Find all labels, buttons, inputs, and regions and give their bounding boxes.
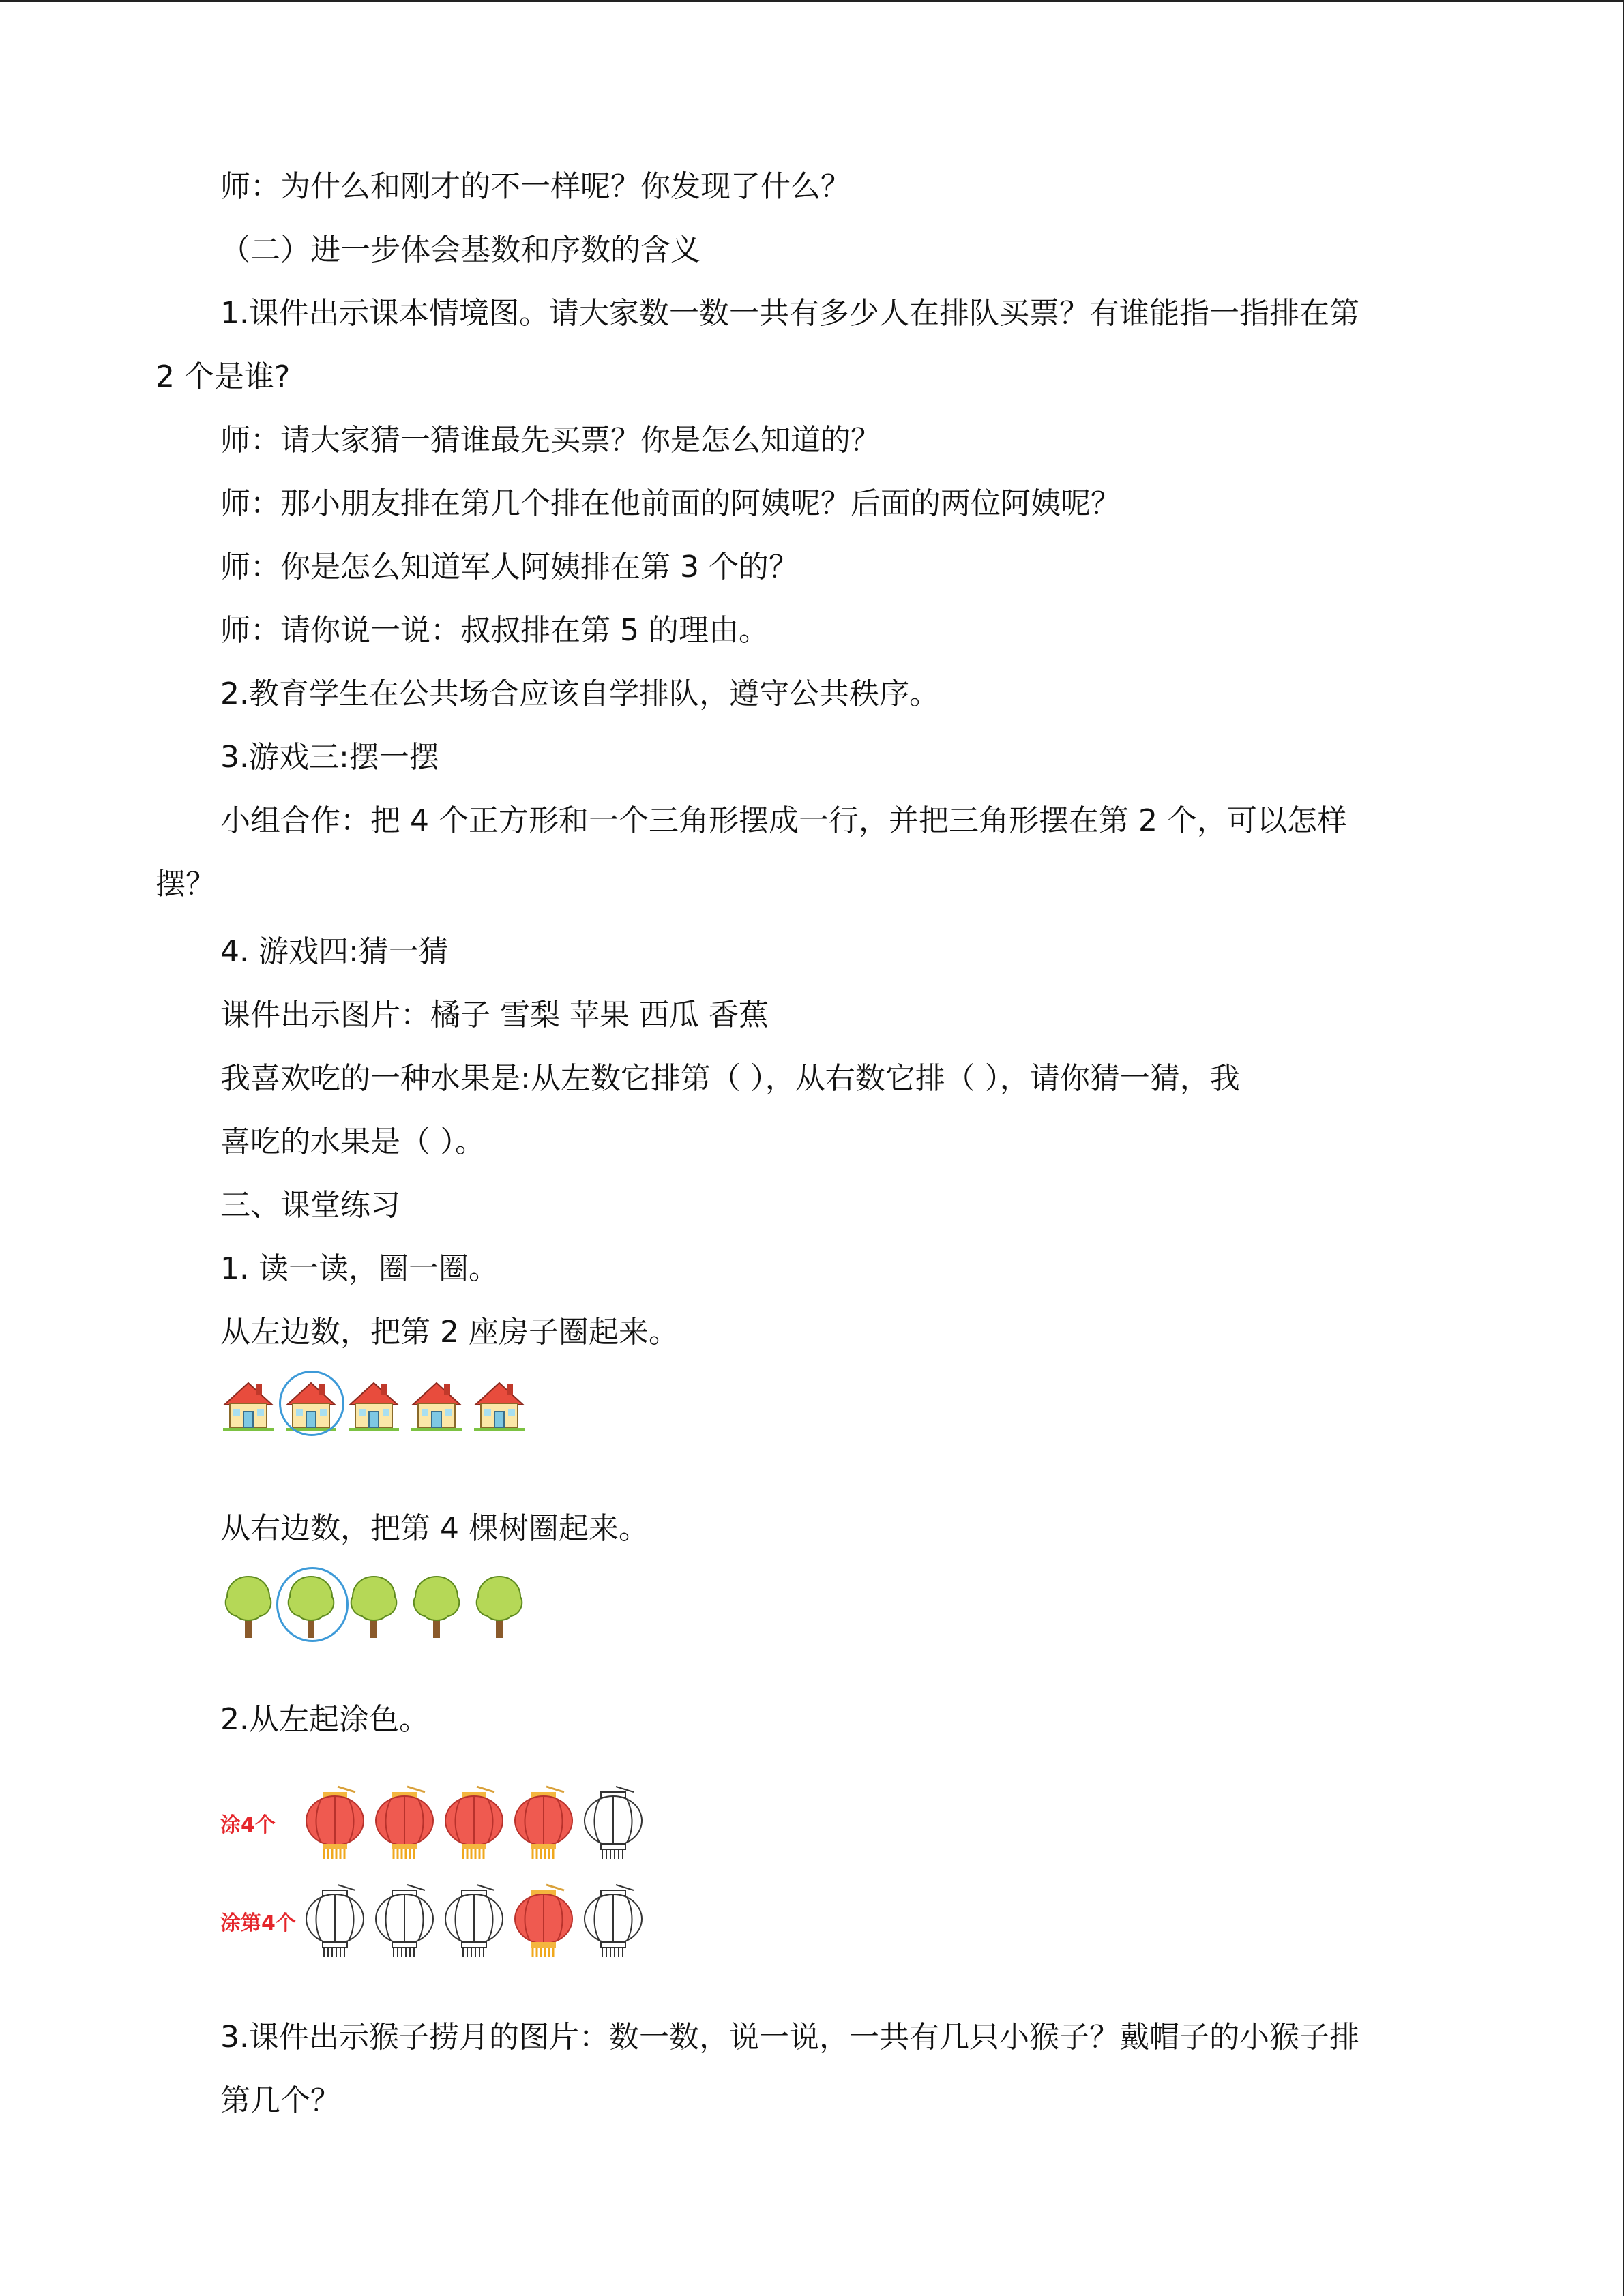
- tree-icon: [283, 1572, 339, 1641]
- text-line: 小组合作：把 4 个正方形和一个三角形摆成一行，并把三角形摆在第 2 个，可以怎样: [220, 803, 1347, 838]
- lantern-row-2: [220, 1883, 650, 1958]
- lantern-filled-icon: [302, 1785, 368, 1860]
- lantern-outline-icon: [372, 1883, 437, 1958]
- text-line: 2.教育学生在公共场合应该自学排队，遵守公共秩序。: [220, 676, 939, 711]
- text-line: 2.从左起涂色。: [220, 1702, 429, 1737]
- houses-row: [220, 1377, 534, 1433]
- text-line: 喜吃的水果是（ ）。: [220, 1124, 485, 1159]
- text-line: 师：那小朋友排在第几个排在他前面的阿姨呢？后面的两位阿姨呢？: [220, 486, 1121, 521]
- row-label: 涂第4个: [220, 1911, 296, 1935]
- text-line: 第几个？: [220, 2083, 340, 2118]
- text-line: 1.课件出示课本情境图。请大家数一数一共有多少人在排队买票？有谁能指一指排在第: [220, 296, 1359, 331]
- text-line: 师：请大家猜一猜谁最先买票？你是怎么知道的？: [220, 423, 881, 458]
- text-line: 从左边数，把第 2 座房子圈起来。: [220, 1315, 679, 1350]
- text-line: 师：为什么和刚才的不一样呢？你发现了什么？: [220, 169, 851, 204]
- tree-icon: [346, 1572, 402, 1641]
- lantern-outline-icon: [580, 1785, 646, 1860]
- text-line: 1. 读一读，圈一圈。: [220, 1251, 499, 1286]
- house-icon: [283, 1377, 339, 1433]
- tree-icon: [220, 1572, 276, 1641]
- house-icon: [409, 1377, 464, 1433]
- section-heading: （二）进一步体会基数和序数的含义: [220, 233, 700, 267]
- text-line: 2 个是谁?: [156, 359, 291, 394]
- house-icon: [220, 1377, 276, 1433]
- house-icon: [346, 1377, 402, 1433]
- text-line: 摆？: [156, 867, 216, 901]
- lantern-outline-icon: [441, 1883, 507, 1958]
- text-line: 师：你是怎么知道军人阿姨排在第 3 个的？: [220, 550, 799, 584]
- selection-circle: [279, 1371, 344, 1436]
- text-line: 课件出示图片：橘子 雪梨 苹果 西瓜 香蕉: [220, 998, 769, 1032]
- text-line: 从右边数，把第 4 棵树圈起来。: [220, 1511, 649, 1546]
- lantern-filled-icon: [511, 1785, 576, 1860]
- selection-circle: [276, 1567, 349, 1642]
- lantern-filled-icon: [511, 1883, 576, 1958]
- text-line: 我喜欢吃的一种水果是:从左数它排第（ ），从右数它排（ ），请你猜一猜，我: [220, 1061, 1240, 1096]
- tree-icon: [471, 1572, 527, 1641]
- section-heading: 三、课堂练习: [220, 1188, 400, 1223]
- tree-icon: [409, 1572, 464, 1641]
- lantern-filled-icon: [441, 1785, 507, 1860]
- text-line: 3.课件出示猴子捞月的图片：数一数，说一说，一共有几只小猴子？戴帽子的小猴子排: [220, 2020, 1359, 2055]
- text-line: 师：请你说一说：叔叔排在第 5 的理由。: [220, 613, 769, 648]
- house-icon: [471, 1377, 527, 1433]
- lantern-outline-icon: [580, 1883, 646, 1958]
- page-top-border: [0, 0, 1624, 2]
- row-label: 涂4个: [220, 1813, 276, 1837]
- text-line: 4. 游戏四:猜一猜: [220, 934, 449, 969]
- lantern-exercise: [220, 1766, 670, 1971]
- text-line: 3.游戏三:摆一摆: [220, 740, 439, 775]
- trees-row: [220, 1572, 534, 1641]
- lantern-filled-icon: [372, 1785, 437, 1860]
- lantern-outline-icon: [302, 1883, 368, 1958]
- lantern-row-1: [220, 1785, 650, 1860]
